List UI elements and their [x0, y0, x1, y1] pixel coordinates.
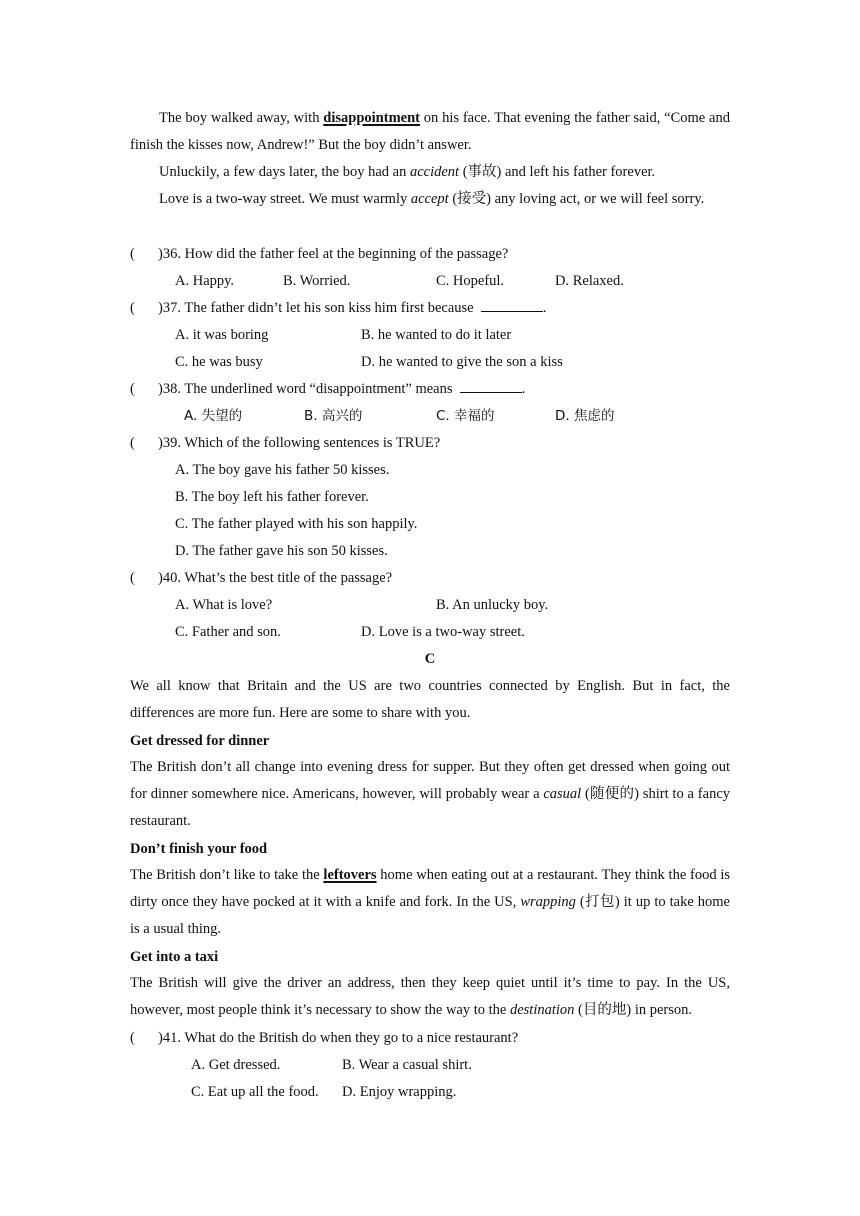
text: The British will give the driver an address, then they keep quiet until it’s time to pay. In the US, however, most people think it’s necessary to show the way to the [130, 975, 730, 1018]
bracket-close: ) [158, 570, 163, 586]
text: The British don’t like to take the [130, 867, 324, 883]
subheading-food: Don’t finish your food [130, 841, 268, 857]
option-c: C. The father played with his son happily. [175, 516, 418, 532]
paragraph-food [130, 862, 730, 943]
option-b: B. An unlucky boy. [436, 597, 549, 613]
question-stem: 40. What’s the best title of the passage? [162, 570, 393, 586]
answer-bracket-38: ( [130, 381, 135, 397]
question-41 [158, 1029, 518, 1047]
option-d: D. Relaxed. [555, 273, 624, 289]
question-40 [158, 569, 392, 587]
option-c: C. Father and son. [175, 624, 281, 640]
paragraph-2 [130, 159, 730, 186]
option-a: A. Get dressed. [191, 1057, 281, 1073]
text: on his face. That evening the father said, “Come and finish the kisses now, Andrew!” But the boy didn’t answer. [130, 110, 730, 153]
answer-bracket-41: ( [130, 1030, 135, 1046]
option-d: D. 焦虑的 [555, 408, 615, 424]
option-a: A. it was boring [175, 327, 269, 343]
text: (随便的) shirt to a fancy restaurant. [130, 786, 730, 829]
text: home when eating out at a restaurant. They think the food is dirty once they have pocked at it with a knife and fork. In the US, [130, 867, 730, 910]
paragraph-dinner [130, 754, 730, 835]
option-b: B. The boy left his father forever. [175, 489, 369, 505]
text: (目的地) in person. [574, 1002, 693, 1018]
option-d: D. Love is a two-way street. [361, 624, 525, 640]
text: (事故) and left his father forever. [459, 164, 656, 180]
answer-blank [481, 299, 543, 312]
option-b: B. 高兴的 [304, 408, 363, 424]
paragraph-1 [130, 105, 730, 159]
option-d: D. Enjoy wrapping. [342, 1084, 457, 1100]
paragraph-3 [130, 186, 730, 213]
text: (接受) any loving act, or we will feel sorry. [448, 191, 705, 207]
option-a: A. Happy. [175, 273, 235, 289]
period: . [521, 381, 526, 397]
option-d: D. he wanted to give the son a kiss [361, 354, 563, 370]
italic-word: accident [409, 164, 460, 180]
option-d: D. The father gave his son 50 kisses. [175, 543, 388, 559]
subheading-dinner: Get dressed for dinner [130, 733, 270, 749]
italic-word: casual [543, 786, 582, 802]
underlined-word: disappointment [323, 110, 420, 126]
underlined-word: leftovers [323, 867, 377, 883]
bracket-close: ) [158, 435, 163, 451]
answer-bracket-37: ( [130, 300, 135, 316]
option-b: B. he wanted to do it later [361, 327, 512, 343]
option-c: C. he was busy [175, 354, 263, 370]
bracket-close: ) [158, 381, 163, 397]
answer-blank [460, 380, 522, 393]
question-stem: 37. The father didn’t let his son kiss him first because [162, 300, 474, 316]
option-b: B. Worried. [283, 273, 351, 289]
option-c: C. 幸福的 [436, 408, 495, 424]
paragraph-taxi [130, 970, 730, 1024]
italic-word: wrapping [520, 894, 576, 910]
bracket-close: ) [158, 1030, 163, 1046]
text: The boy walked away, with [159, 110, 324, 126]
question-stem: 39. Which of the following sentences is TRUE? [162, 435, 441, 451]
italic-word: accept [410, 191, 449, 207]
bracket-close: ) [158, 246, 163, 262]
option-a: A. 失望的 [184, 408, 243, 424]
subheading-taxi: Get into a taxi [130, 949, 219, 965]
option-b: B. Wear a casual shirt. [342, 1057, 472, 1073]
text: (打包) it up to take home is a usual thing. [130, 894, 730, 937]
italic-word: destination [509, 1002, 575, 1018]
bracket-close: ) [158, 300, 163, 316]
answer-bracket-39: ( [130, 435, 135, 451]
period: . [542, 300, 547, 316]
text: The British don’t all change into evening dress for supper. But they often get dressed when going out for dinner somewhere nice. Americans, however, will probably wear a [130, 759, 730, 802]
question-stem: 41. What do the British do when they go to a nice restaurant? [162, 1030, 519, 1046]
answer-bracket-40: ( [130, 570, 135, 586]
option-a: A. What is love? [175, 597, 273, 613]
option-c: C. Eat up all the food. [191, 1084, 319, 1100]
intro-paragraph: We all know that Britain and the US are two countries connected by English. But in fact, the differences are more fun. Here are some to share with you. [130, 678, 730, 721]
question-36 [158, 245, 508, 263]
section-heading: C [424, 651, 436, 667]
question-stem: 36. How did the father feel at the beginning of the passage? [162, 246, 509, 262]
option-a: A. The boy gave his father 50 kisses. [175, 462, 390, 478]
question-39 [158, 434, 440, 452]
option-c: C. Hopeful. [436, 273, 505, 289]
question-38 [158, 380, 525, 398]
text: Unluckily, a few days later, the boy had an [159, 164, 410, 180]
question-37 [158, 299, 546, 317]
answer-bracket-36: ( [130, 246, 135, 262]
text: Love is a two-way street. We must warmly [159, 191, 411, 207]
question-stem: 38. The underlined word “disappointment” means [162, 381, 453, 397]
